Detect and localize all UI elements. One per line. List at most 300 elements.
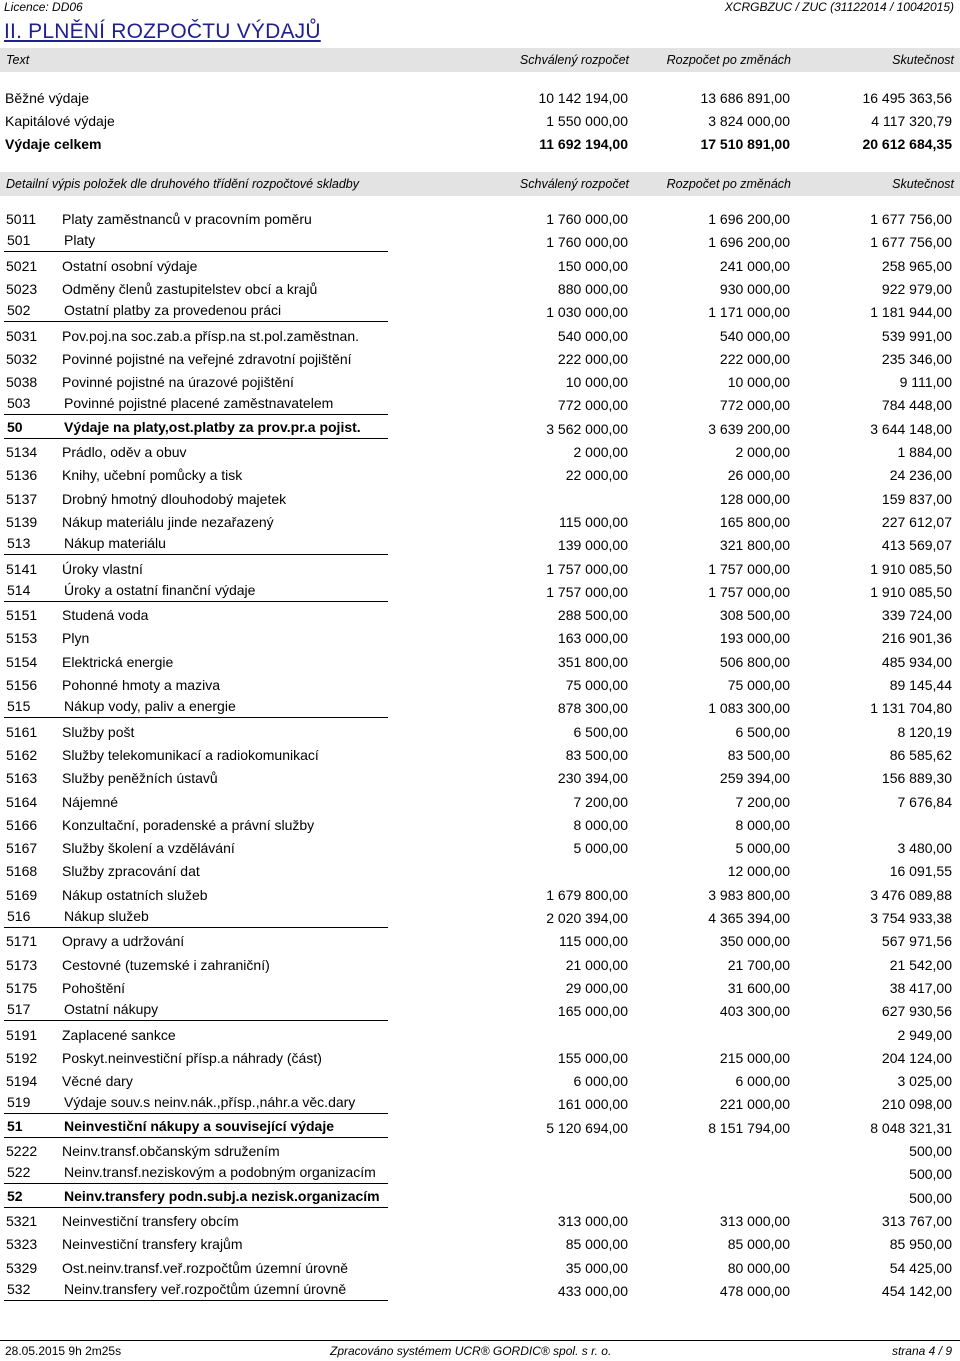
subtotal-underline bbox=[4, 554, 388, 555]
row-code: 5173 bbox=[6, 957, 38, 973]
table-row bbox=[0, 954, 960, 977]
row-name: Konzultační, poradenské a právní služby bbox=[62, 817, 315, 833]
subtotal-underline bbox=[4, 927, 388, 928]
row-code: 5191 bbox=[6, 1027, 38, 1043]
row-code: 5222 bbox=[6, 1143, 38, 1159]
row-amended: 222 000,00 bbox=[719, 351, 790, 367]
row-approved: 351 800,00 bbox=[557, 654, 628, 670]
row-name: Platy zaměstnanců v pracovním poměru bbox=[62, 211, 312, 227]
row-amended: 506 800,00 bbox=[719, 654, 790, 670]
row-name: Poskyt.neinvestiční přísp.a náhrady (část) bbox=[62, 1050, 322, 1066]
table-row bbox=[0, 627, 960, 650]
row-code: 51 bbox=[7, 1118, 23, 1134]
row-approved: 5 120 694,00 bbox=[546, 1120, 628, 1136]
row-amended: 3 639 200,00 bbox=[708, 421, 790, 437]
row-amended: 3 983 800,00 bbox=[708, 887, 790, 903]
subtotal-underline bbox=[4, 1020, 388, 1021]
row-actual: 1 677 756,00 bbox=[870, 234, 952, 250]
row-actual: 204 124,00 bbox=[881, 1050, 952, 1066]
column-header-detail-text: Detailní výpis položek dle druhového třídění rozpočtové skladby bbox=[6, 177, 359, 191]
row-code: 5151 bbox=[6, 607, 38, 623]
row-name: Opravy a udržování bbox=[62, 933, 185, 949]
row-actual: 413 569,07 bbox=[881, 537, 952, 553]
row-actual: 8 048 321,31 bbox=[870, 1120, 952, 1136]
row-name: Nákup ostatních služeb bbox=[62, 887, 208, 903]
column-header-actual: Skutečnost bbox=[892, 53, 954, 67]
row-approved: 83 500,00 bbox=[565, 747, 628, 763]
row-approved: 6 500,00 bbox=[573, 724, 628, 740]
subtotal-underline bbox=[4, 717, 388, 718]
row-code: 516 bbox=[7, 908, 31, 924]
table-row bbox=[0, 1257, 960, 1280]
page-title: II. PLNĚNÍ ROZPOČTU VÝDAJŮ bbox=[4, 20, 321, 43]
row-code: 5136 bbox=[6, 467, 38, 483]
row-amended: 1 696 200,00 bbox=[708, 234, 790, 250]
summary-row-approved: 11 692 194,00 bbox=[539, 136, 628, 152]
row-actual: 3 480,00 bbox=[897, 840, 952, 856]
row-name: Drobný hmotný dlouhodobý majetek bbox=[62, 491, 287, 507]
row-approved: 313 000,00 bbox=[557, 1213, 628, 1229]
row-code: 5321 bbox=[6, 1213, 38, 1229]
row-amended: 26 000,00 bbox=[727, 467, 790, 483]
row-name: Pohonné hmoty a maziva bbox=[62, 677, 220, 693]
summary-row-amended: 3 824 000,00 bbox=[708, 113, 790, 129]
table-row bbox=[0, 767, 960, 790]
row-code: 5329 bbox=[6, 1260, 38, 1276]
footer-system: Zpracováno systémem UCR® GORDIC® spol. s r. o. bbox=[330, 1344, 612, 1358]
row-approved: 21 000,00 bbox=[565, 957, 628, 973]
summary-row bbox=[0, 110, 960, 133]
row-approved: 35 000,00 bbox=[565, 1260, 628, 1276]
row-code: 513 bbox=[7, 535, 31, 551]
row-approved: 878 300,00 bbox=[557, 700, 628, 716]
row-amended: 1 757 000,00 bbox=[708, 584, 790, 600]
row-actual: 227 612,07 bbox=[881, 514, 952, 530]
row-name: Zaplacené sankce bbox=[62, 1027, 176, 1043]
row-approved: 2 000,00 bbox=[573, 444, 628, 460]
row-amended: 772 000,00 bbox=[719, 397, 790, 413]
row-amended: 75 000,00 bbox=[727, 677, 790, 693]
row-code: 5153 bbox=[6, 630, 38, 646]
row-approved: 880 000,00 bbox=[557, 281, 628, 297]
summary-row-label: Běžné výdaje bbox=[5, 90, 90, 106]
table-row bbox=[0, 860, 960, 883]
row-actual: 567 971,56 bbox=[881, 933, 952, 949]
row-actual: 500,00 bbox=[909, 1190, 952, 1206]
licence-label: Licence: DD06 bbox=[4, 0, 83, 14]
row-approved: 1 760 000,00 bbox=[546, 211, 628, 227]
row-actual: 16 091,55 bbox=[889, 863, 952, 879]
row-approved: 5 000,00 bbox=[573, 840, 628, 856]
row-approved: 161 000,00 bbox=[557, 1096, 628, 1112]
row-actual: 627 930,56 bbox=[881, 1003, 952, 1019]
row-code: 52 bbox=[7, 1188, 23, 1204]
row-approved: 1 030 000,00 bbox=[546, 304, 628, 320]
row-actual: 500,00 bbox=[909, 1166, 952, 1182]
row-actual: 3 025,00 bbox=[897, 1073, 952, 1089]
table-row bbox=[0, 837, 960, 860]
row-name: Ost.neinv.transf.veř.rozpočtům územní úrovně bbox=[62, 1260, 349, 1276]
summary-row bbox=[0, 133, 960, 156]
row-amended: 83 500,00 bbox=[727, 747, 790, 763]
row-code: 5169 bbox=[6, 887, 38, 903]
row-actual: 1 181 944,00 bbox=[870, 304, 952, 320]
row-approved: 1 757 000,00 bbox=[546, 561, 628, 577]
row-amended: 165 800,00 bbox=[719, 514, 790, 530]
row-code: 5154 bbox=[6, 654, 38, 670]
top-bar bbox=[0, 0, 960, 16]
row-approved: 1 757 000,00 bbox=[546, 584, 628, 600]
row-actual: 3 644 148,00 bbox=[870, 421, 952, 437]
row-approved: 230 394,00 bbox=[557, 770, 628, 786]
row-name: Ostatní platby za provedenou práci bbox=[64, 302, 282, 318]
row-actual: 258 965,00 bbox=[881, 258, 952, 274]
row-actual: 9 111,00 bbox=[899, 374, 952, 390]
row-code: 50 bbox=[7, 419, 23, 435]
detail-table-header bbox=[0, 172, 960, 196]
table-row bbox=[0, 208, 960, 231]
subtotal-underline bbox=[4, 251, 388, 252]
row-approved: 7 200,00 bbox=[573, 794, 628, 810]
summary-row-amended: 13 686 891,00 bbox=[700, 90, 790, 106]
row-amended: 6 500,00 bbox=[735, 724, 790, 740]
row-name: Neinvestiční transfery obcím bbox=[62, 1213, 239, 1229]
row-code: 514 bbox=[7, 582, 31, 598]
table-row bbox=[0, 511, 960, 534]
table-row bbox=[0, 255, 960, 278]
table-row bbox=[0, 721, 960, 744]
row-approved: 222 000,00 bbox=[557, 351, 628, 367]
row-approved: 75 000,00 bbox=[565, 677, 628, 693]
row-actual: 156 889,30 bbox=[881, 770, 952, 786]
subtotal-underline bbox=[4, 321, 388, 322]
row-name: Pov.poj.na soc.zab.a přísp.na st.pol.zaměstnan. bbox=[62, 328, 360, 344]
row-code: 5175 bbox=[6, 980, 38, 996]
table-row bbox=[0, 930, 960, 953]
table-row bbox=[0, 278, 960, 301]
row-approved: 288 500,00 bbox=[557, 607, 628, 623]
row-amended: 215 000,00 bbox=[719, 1050, 790, 1066]
row-amended: 1 696 200,00 bbox=[708, 211, 790, 227]
row-name: Nákup služeb bbox=[64, 908, 149, 924]
row-name: Neinv.transf.neziskovým a podobným organizacím bbox=[64, 1164, 376, 1180]
subtotal-underline bbox=[4, 1300, 388, 1301]
row-approved: 772 000,00 bbox=[557, 397, 628, 413]
row-actual: 7 676,84 bbox=[897, 794, 952, 810]
row-amended: 193 000,00 bbox=[719, 630, 790, 646]
row-name: Studená voda bbox=[62, 607, 149, 623]
row-name: Povinné pojistné na veřejné zdravotní pojištění bbox=[62, 351, 352, 367]
table-row bbox=[0, 441, 960, 464]
subtotal-underline bbox=[4, 1137, 388, 1138]
row-amended: 1 171 000,00 bbox=[708, 304, 790, 320]
row-amended: 4 365 394,00 bbox=[708, 910, 790, 926]
row-amended: 5 000,00 bbox=[735, 840, 790, 856]
row-code: 5166 bbox=[6, 817, 38, 833]
row-code: 5194 bbox=[6, 1073, 38, 1089]
row-name: Úroky vlastní bbox=[62, 561, 143, 577]
summary-row-label: Výdaje celkem bbox=[5, 136, 102, 152]
summary-row-actual: 20 612 684,35 bbox=[862, 136, 952, 152]
row-name: Věcné dary bbox=[62, 1073, 133, 1089]
row-amended: 241 000,00 bbox=[719, 258, 790, 274]
row-name: Platy bbox=[64, 232, 96, 248]
column-header-approved: Schválený rozpočet bbox=[519, 177, 629, 191]
subtotal-underline bbox=[4, 601, 388, 602]
row-name: Odměny členů zastupitelstev obcí a krajů bbox=[62, 281, 318, 297]
table-row bbox=[0, 1210, 960, 1233]
row-actual: 235 346,00 bbox=[881, 351, 952, 367]
row-code: 5162 bbox=[6, 747, 38, 763]
footer-divider bbox=[0, 1340, 960, 1341]
row-amended: 10 000,00 bbox=[727, 374, 790, 390]
row-approved: 155 000,00 bbox=[557, 1050, 628, 1066]
row-amended: 350 000,00 bbox=[719, 933, 790, 949]
row-name: Povinné pojistné placené zaměstnavatelem bbox=[64, 395, 334, 411]
row-amended: 540 000,00 bbox=[719, 328, 790, 344]
row-code: 5323 bbox=[6, 1236, 38, 1252]
table-row bbox=[0, 744, 960, 767]
column-header-text: Text bbox=[6, 53, 30, 67]
table-row bbox=[0, 488, 960, 511]
row-name: Služby zpracování dat bbox=[62, 863, 200, 879]
table-row bbox=[0, 1024, 960, 1047]
row-code: 501 bbox=[7, 232, 31, 248]
row-amended: 6 000,00 bbox=[735, 1073, 790, 1089]
row-name: Výdaje souv.s neinv.nák.,přísp.,náhr.a věc.dary bbox=[64, 1094, 356, 1110]
row-amended: 403 300,00 bbox=[719, 1003, 790, 1019]
row-actual: 54 425,00 bbox=[889, 1260, 952, 1276]
row-approved: 150 000,00 bbox=[557, 258, 628, 274]
row-code: 5141 bbox=[6, 561, 38, 577]
row-code: 515 bbox=[7, 698, 31, 714]
row-name: Neinvestiční nákupy a související výdaje bbox=[64, 1118, 335, 1134]
table-row bbox=[0, 814, 960, 837]
row-code: 5171 bbox=[6, 933, 38, 949]
row-amended: 80 000,00 bbox=[727, 1260, 790, 1276]
row-name: Služby peněžních ústavů bbox=[62, 770, 218, 786]
row-name: Ostatní nákupy bbox=[64, 1001, 159, 1017]
subtotal-underline bbox=[4, 1183, 388, 1184]
row-actual: 210 098,00 bbox=[881, 1096, 952, 1112]
row-amended: 930 000,00 bbox=[719, 281, 790, 297]
row-name: Úroky a ostatní finanční výdaje bbox=[64, 582, 256, 598]
row-actual: 3 476 089,88 bbox=[870, 887, 952, 903]
row-amended: 12 000,00 bbox=[727, 863, 790, 879]
row-name: Nájemné bbox=[62, 794, 119, 810]
row-actual: 313 767,00 bbox=[881, 1213, 952, 1229]
row-name: Elektrická energie bbox=[62, 654, 174, 670]
footer-timestamp: 28.05.2015 9h 2m25s bbox=[5, 1344, 122, 1358]
row-code: 5163 bbox=[6, 770, 38, 786]
summary-row-approved: 1 550 000,00 bbox=[546, 113, 628, 129]
row-name: Povinné pojistné na úrazové pojištění bbox=[62, 374, 294, 390]
row-actual: 1 131 704,80 bbox=[870, 700, 952, 716]
column-header-approved: Schválený rozpočet bbox=[519, 53, 629, 67]
summary-table-header bbox=[0, 48, 960, 72]
row-actual: 2 949,00 bbox=[897, 1027, 952, 1043]
row-amended: 7 200,00 bbox=[735, 794, 790, 810]
row-amended: 478 000,00 bbox=[719, 1283, 790, 1299]
row-code: 5031 bbox=[6, 328, 38, 344]
table-row bbox=[0, 791, 960, 814]
row-approved: 115 000,00 bbox=[558, 933, 628, 949]
row-amended: 2 000,00 bbox=[735, 444, 790, 460]
row-actual: 539 991,00 bbox=[881, 328, 952, 344]
table-row bbox=[0, 977, 960, 1000]
row-approved: 1 679 800,00 bbox=[546, 887, 628, 903]
row-approved: 22 000,00 bbox=[565, 467, 628, 483]
summary-row-label: Kapitálové výdaje bbox=[5, 113, 115, 129]
row-code: 5032 bbox=[6, 351, 38, 367]
row-code: 532 bbox=[7, 1281, 31, 1297]
row-approved: 433 000,00 bbox=[557, 1283, 628, 1299]
summary-row-actual: 4 117 320,79 bbox=[871, 113, 952, 129]
row-approved: 6 000,00 bbox=[573, 1073, 628, 1089]
row-name: Výdaje na platy,ost.platby za prov.pr.a pojist. bbox=[64, 419, 361, 435]
row-amended: 313 000,00 bbox=[719, 1213, 790, 1229]
row-code: 5167 bbox=[6, 840, 38, 856]
row-amended: 308 500,00 bbox=[719, 607, 790, 623]
row-amended: 1 757 000,00 bbox=[708, 561, 790, 577]
row-name: Neinv.transf.občanským sdružením bbox=[62, 1143, 280, 1159]
row-name: Knihy, učební pomůcky a tisk bbox=[62, 467, 243, 483]
table-row bbox=[0, 604, 960, 627]
row-actual: 922 979,00 bbox=[881, 281, 952, 297]
row-amended: 21 700,00 bbox=[727, 957, 790, 973]
subtotal-underline bbox=[4, 438, 388, 439]
row-name: Neinv.transfery veř.rozpočtům územní úrovně bbox=[64, 1281, 347, 1297]
row-name: Nákup materiálu jinde nezařazený bbox=[62, 514, 274, 530]
row-actual: 38 417,00 bbox=[889, 980, 952, 996]
row-approved: 163 000,00 bbox=[557, 630, 628, 646]
row-amended: 85 000,00 bbox=[727, 1236, 790, 1252]
row-amended: 31 600,00 bbox=[727, 980, 790, 996]
row-actual: 89 145,44 bbox=[889, 677, 952, 693]
table-row bbox=[0, 651, 960, 674]
row-approved: 165 000,00 bbox=[557, 1003, 628, 1019]
row-name: Nákup vody, paliv a energie bbox=[64, 698, 236, 714]
row-approved: 139 000,00 bbox=[557, 537, 628, 553]
row-name: Ostatní osobní výdaje bbox=[62, 258, 198, 274]
row-actual: 24 236,00 bbox=[889, 467, 952, 483]
row-name: Pohoštění bbox=[62, 980, 126, 996]
row-amended: 8 000,00 bbox=[735, 817, 790, 833]
footer-page-number: strana 4 / 9 bbox=[891, 1344, 952, 1358]
row-approved: 115 000,00 bbox=[558, 514, 628, 530]
row-approved: 10 000,00 bbox=[565, 374, 628, 390]
table-row bbox=[0, 884, 960, 907]
subtotal-underline bbox=[4, 1113, 388, 1114]
row-name: Neinvestiční transfery krajům bbox=[62, 1236, 243, 1252]
row-name: Služby telekomunikací a radiokomunikací bbox=[62, 747, 319, 763]
row-code: 5161 bbox=[6, 724, 38, 740]
report-id-label: XCRGBZUC / ZUC (31122014 / 10042015) bbox=[724, 0, 954, 14]
row-name: Neinv.transfery podn.subj.a nezisk.organizacím bbox=[64, 1188, 380, 1204]
row-actual: 21 542,00 bbox=[889, 957, 952, 973]
row-approved: 1 760 000,00 bbox=[546, 234, 628, 250]
page-footer bbox=[0, 1344, 960, 1360]
row-code: 5021 bbox=[6, 258, 38, 274]
row-amended: 128 000,00 bbox=[719, 491, 790, 507]
table-row bbox=[0, 1070, 960, 1093]
table-row bbox=[0, 348, 960, 371]
row-name: Služby pošt bbox=[62, 724, 135, 740]
row-actual: 8 120,19 bbox=[897, 724, 952, 740]
row-actual: 85 950,00 bbox=[889, 1236, 952, 1252]
row-actual: 500,00 bbox=[909, 1143, 952, 1159]
row-actual: 3 754 933,38 bbox=[870, 910, 952, 926]
row-code: 5023 bbox=[6, 281, 38, 297]
row-actual: 216 901,36 bbox=[881, 630, 952, 646]
row-code: 5164 bbox=[6, 794, 38, 810]
table-row bbox=[0, 1140, 960, 1163]
row-amended: 8 151 794,00 bbox=[708, 1120, 790, 1136]
row-code: 5192 bbox=[6, 1050, 38, 1066]
row-code: 5168 bbox=[6, 863, 38, 879]
row-actual: 1 910 085,50 bbox=[870, 561, 952, 577]
row-name: Nákup materiálu bbox=[64, 535, 166, 551]
row-name: Prádlo, oděv a obuv bbox=[62, 444, 187, 460]
table-row bbox=[0, 1047, 960, 1070]
row-amended: 1 083 300,00 bbox=[708, 700, 790, 716]
row-code: 5156 bbox=[6, 677, 38, 693]
row-name: Plyn bbox=[62, 630, 90, 646]
summary-row-amended: 17 510 891,00 bbox=[700, 136, 790, 152]
row-approved: 2 020 394,00 bbox=[546, 910, 628, 926]
row-name: Služby školení a vzdělávání bbox=[62, 840, 235, 856]
row-code: 5139 bbox=[6, 514, 38, 530]
row-code: 519 bbox=[7, 1094, 31, 1110]
row-code: 502 bbox=[7, 302, 31, 318]
row-actual: 485 934,00 bbox=[881, 654, 952, 670]
table-row bbox=[0, 674, 960, 697]
row-code: 5038 bbox=[6, 374, 38, 390]
summary-row-approved: 10 142 194,00 bbox=[538, 90, 628, 106]
column-header-amended: Rozpočet po změnách bbox=[666, 177, 791, 191]
row-actual: 159 837,00 bbox=[881, 491, 952, 507]
row-actual: 1 884,00 bbox=[897, 444, 952, 460]
row-code: 503 bbox=[7, 395, 31, 411]
row-code: 517 bbox=[7, 1001, 31, 1017]
subtotal-underline bbox=[4, 414, 388, 415]
row-name: Cestovné (tuzemské i zahraniční) bbox=[62, 957, 270, 973]
column-header-amended: Rozpočet po změnách bbox=[666, 53, 791, 67]
table-row bbox=[0, 1233, 960, 1256]
row-code: 5137 bbox=[6, 491, 38, 507]
row-actual: 454 142,00 bbox=[881, 1283, 952, 1299]
row-code: 5011 bbox=[6, 211, 37, 227]
row-actual: 1 910 085,50 bbox=[870, 584, 952, 600]
table-row bbox=[0, 371, 960, 394]
column-header-actual: Skutečnost bbox=[892, 177, 954, 191]
row-amended: 321 800,00 bbox=[719, 537, 790, 553]
row-approved: 540 000,00 bbox=[557, 328, 628, 344]
row-amended: 221 000,00 bbox=[719, 1096, 790, 1112]
row-approved: 8 000,00 bbox=[573, 817, 628, 833]
row-amended: 259 394,00 bbox=[719, 770, 790, 786]
table-row bbox=[0, 464, 960, 487]
summary-row-actual: 16 495 363,56 bbox=[862, 90, 952, 106]
row-approved: 85 000,00 bbox=[565, 1236, 628, 1252]
summary-row bbox=[0, 87, 960, 110]
table-row bbox=[0, 325, 960, 348]
table-row bbox=[0, 558, 960, 581]
row-approved: 3 562 000,00 bbox=[546, 421, 628, 437]
row-actual: 339 724,00 bbox=[881, 607, 952, 623]
row-actual: 1 677 756,00 bbox=[870, 211, 952, 227]
row-approved: 29 000,00 bbox=[565, 980, 628, 996]
